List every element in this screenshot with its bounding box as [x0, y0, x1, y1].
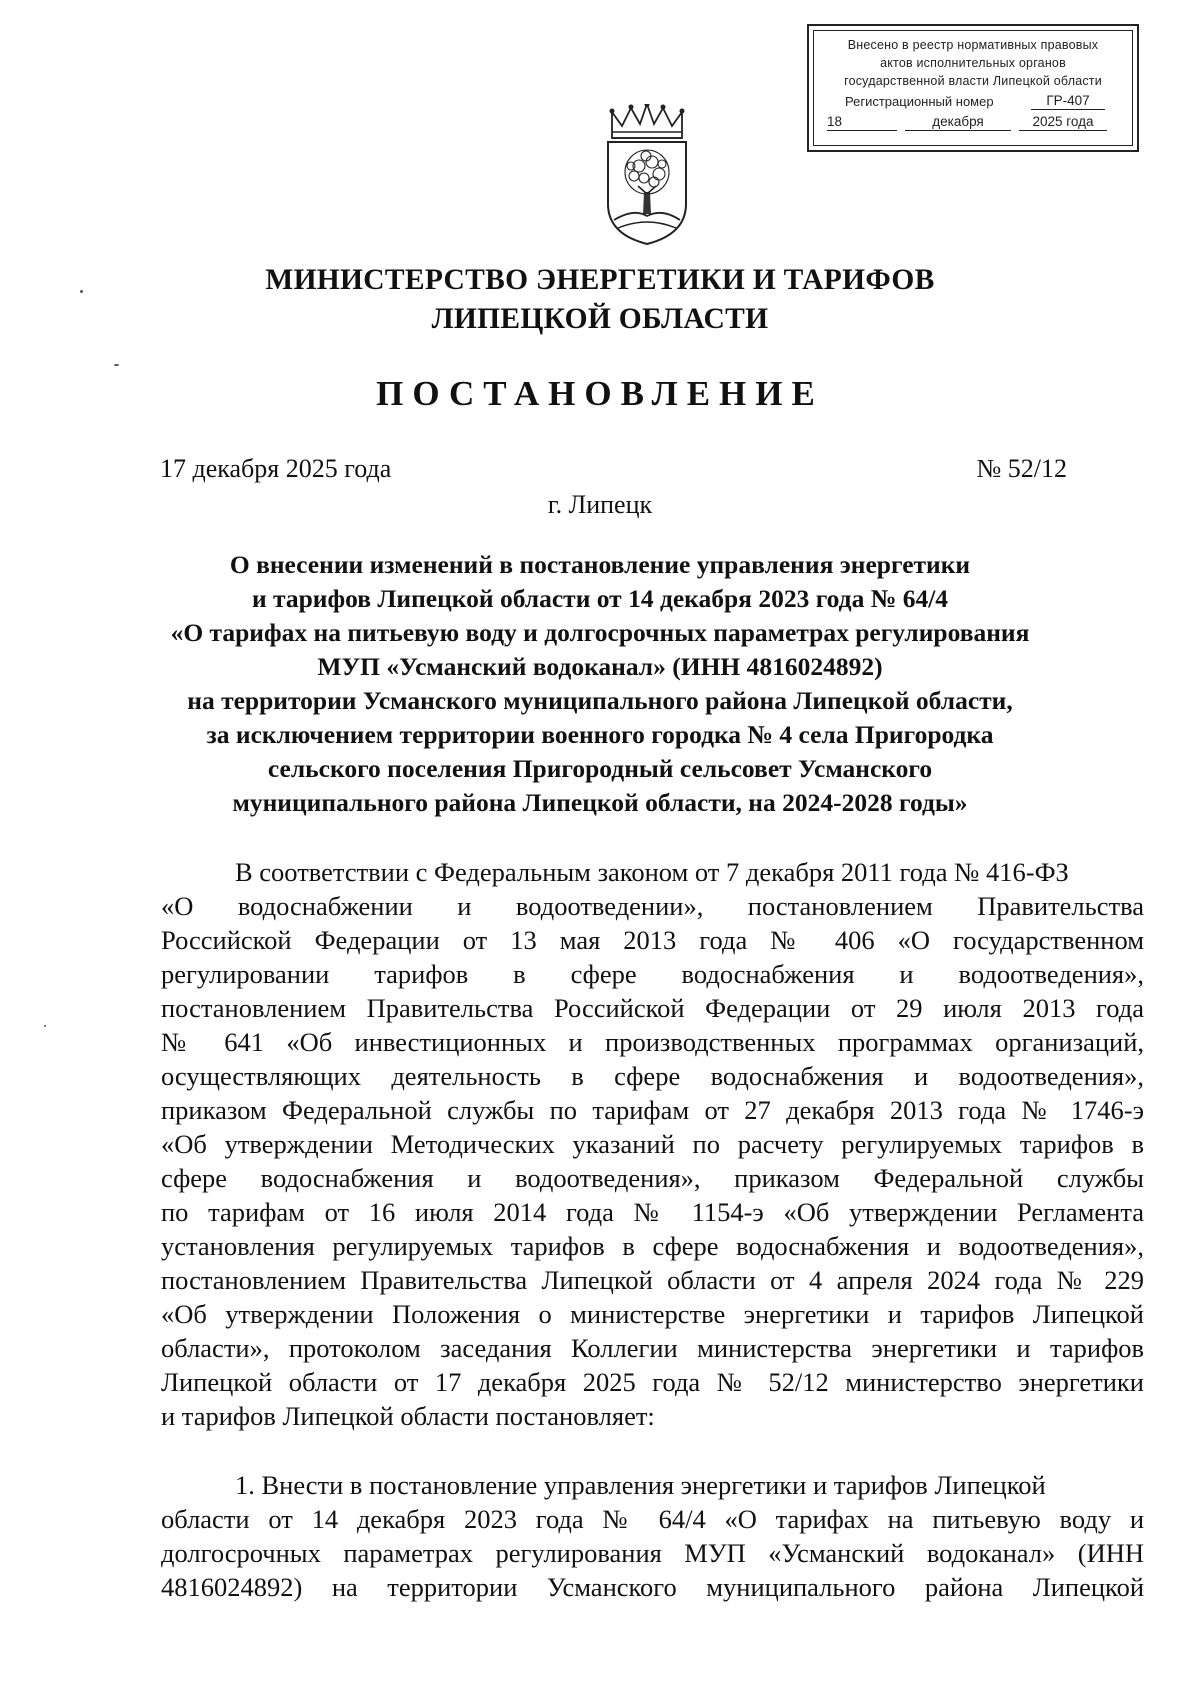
document-date: 17 декабря 2025 года: [160, 454, 392, 483]
scan-speck: [44, 1025, 46, 1027]
body-line: 4816024892) на территории Усманского муниципального района Липецкой: [161, 1572, 1144, 1602]
title-line: МУП «Усманский водоканал» (ИНН 4816024892): [317, 652, 883, 681]
body-line: постановлением Правительства Липецкой области от 4 апреля 2024 года № 229: [161, 1265, 1144, 1295]
body-line: № 641 «Об инвестиционных и производственных программах организаций,: [161, 1027, 1144, 1057]
document-type: ПОСТАНОВЛЕНИЕ: [376, 374, 824, 413]
body-line: Российской Федерации от 13 мая 2013 года № 406 «О государственном: [161, 925, 1144, 955]
body-line: приказом Федеральной службы по тарифам от 27 декабря 2013 года № 1746-э: [161, 1095, 1144, 1125]
body-line: установления регулируемых тарифов в сфере водоснабжения и водоотведения»,: [161, 1231, 1144, 1261]
body-line: области от 14 декабря 2023 года № 64/4 «О тарифах на питьевую воду и: [161, 1504, 1144, 1534]
title-line: и тарифов Липецкой области от 14 декабря 2023 года № 64/4: [251, 584, 949, 613]
document-number: № 52/12: [976, 454, 1067, 483]
title-line: за исключением территории военного городка № 4 села Пригородка: [206, 720, 994, 749]
body-line: постановлением Правительства Российской Федерации от 29 июля 2013 года: [161, 993, 1144, 1023]
document-city: г. Липецк: [547, 490, 653, 519]
title-line: О внесении изменений в постановление управления энергетики: [229, 550, 971, 579]
ministry-name-line-2: ЛИПЕЦКОЙ ОБЛАСТИ: [431, 303, 769, 335]
body-line: регулировании тарифов в сфере водоснабжения и водоотведения»,: [161, 959, 1144, 989]
body-line: осуществляющих деятельность в сфере водоснабжения и водоотведения»,: [161, 1061, 1144, 1091]
body-line: Липецкой области от 17 декабря 2025 года № 52/12 министерство энергетики: [161, 1367, 1144, 1397]
stamp-line-2: актов исполнительных органов: [880, 56, 1066, 70]
body-line: В соответствии с Федеральным законом от 7 декабря 2011 года № 416-ФЗ: [235, 857, 1069, 887]
title-line: сельского поселения Пригородный сельсовет Усманского: [267, 754, 933, 783]
body-line: области», протоколом заседания Коллегии министерства энергетики и тарифов: [161, 1333, 1144, 1363]
body-line: 1. Внести в постановление управления энергетики и тарифов Липецкой: [235, 1470, 1046, 1500]
stamp-line-3: государственной власти Липецкой области: [844, 74, 1102, 88]
stamp-reg-label: Регистрационный номер: [845, 94, 994, 109]
stamp-day: 18: [827, 114, 897, 131]
body-line: по тарифам от 16 июля 2014 года № 1154-э «Об утверждении Регламента: [161, 1197, 1144, 1227]
registry-stamp: [807, 24, 1139, 152]
stamp-line-1: Внесено в реестр нормативных правовых: [847, 38, 1099, 52]
scan-speck: [80, 290, 83, 293]
body-line: «Об утверждении Методических указаний по расчету регулируемых тарифов в: [161, 1129, 1144, 1159]
body-line: долгосрочных параметрах регулирования МУП «Усманский водоканал» (ИНН: [161, 1538, 1144, 1568]
body-line: «Об утверждении Положения о министерстве энергетики и тарифов Липецкой: [161, 1299, 1144, 1329]
scan-speck: [114, 364, 119, 366]
stamp-year: 2025 года: [1019, 114, 1107, 131]
stamp-month: декабря: [905, 114, 1011, 131]
title-line: муниципального района Липецкой области, на 2024-2028 годы»: [232, 788, 968, 817]
stamp-reg-number: ГР-407: [1031, 93, 1105, 110]
title-line: на территории Усманского муниципального района Липецкой области,: [187, 686, 1013, 715]
ministry-name-line-1: МИНИСТЕРСТВО ЭНЕРГЕТИКИ И ТАРИФОВ: [265, 264, 935, 296]
body-line: «О водоснабжении и водоотведении», постановлением Правительства: [161, 891, 1144, 921]
lipetsk-coat-of-arms-icon: [604, 104, 690, 246]
title-line: «О тарифах на питьевую воду и долгосрочных параметрах регулирования: [170, 618, 1030, 647]
body-line: и тарифов Липецкой области постановляет:: [161, 1401, 655, 1431]
body-line: сфере водоснабжения и водоотведения», приказом Федеральной службы: [161, 1163, 1144, 1193]
